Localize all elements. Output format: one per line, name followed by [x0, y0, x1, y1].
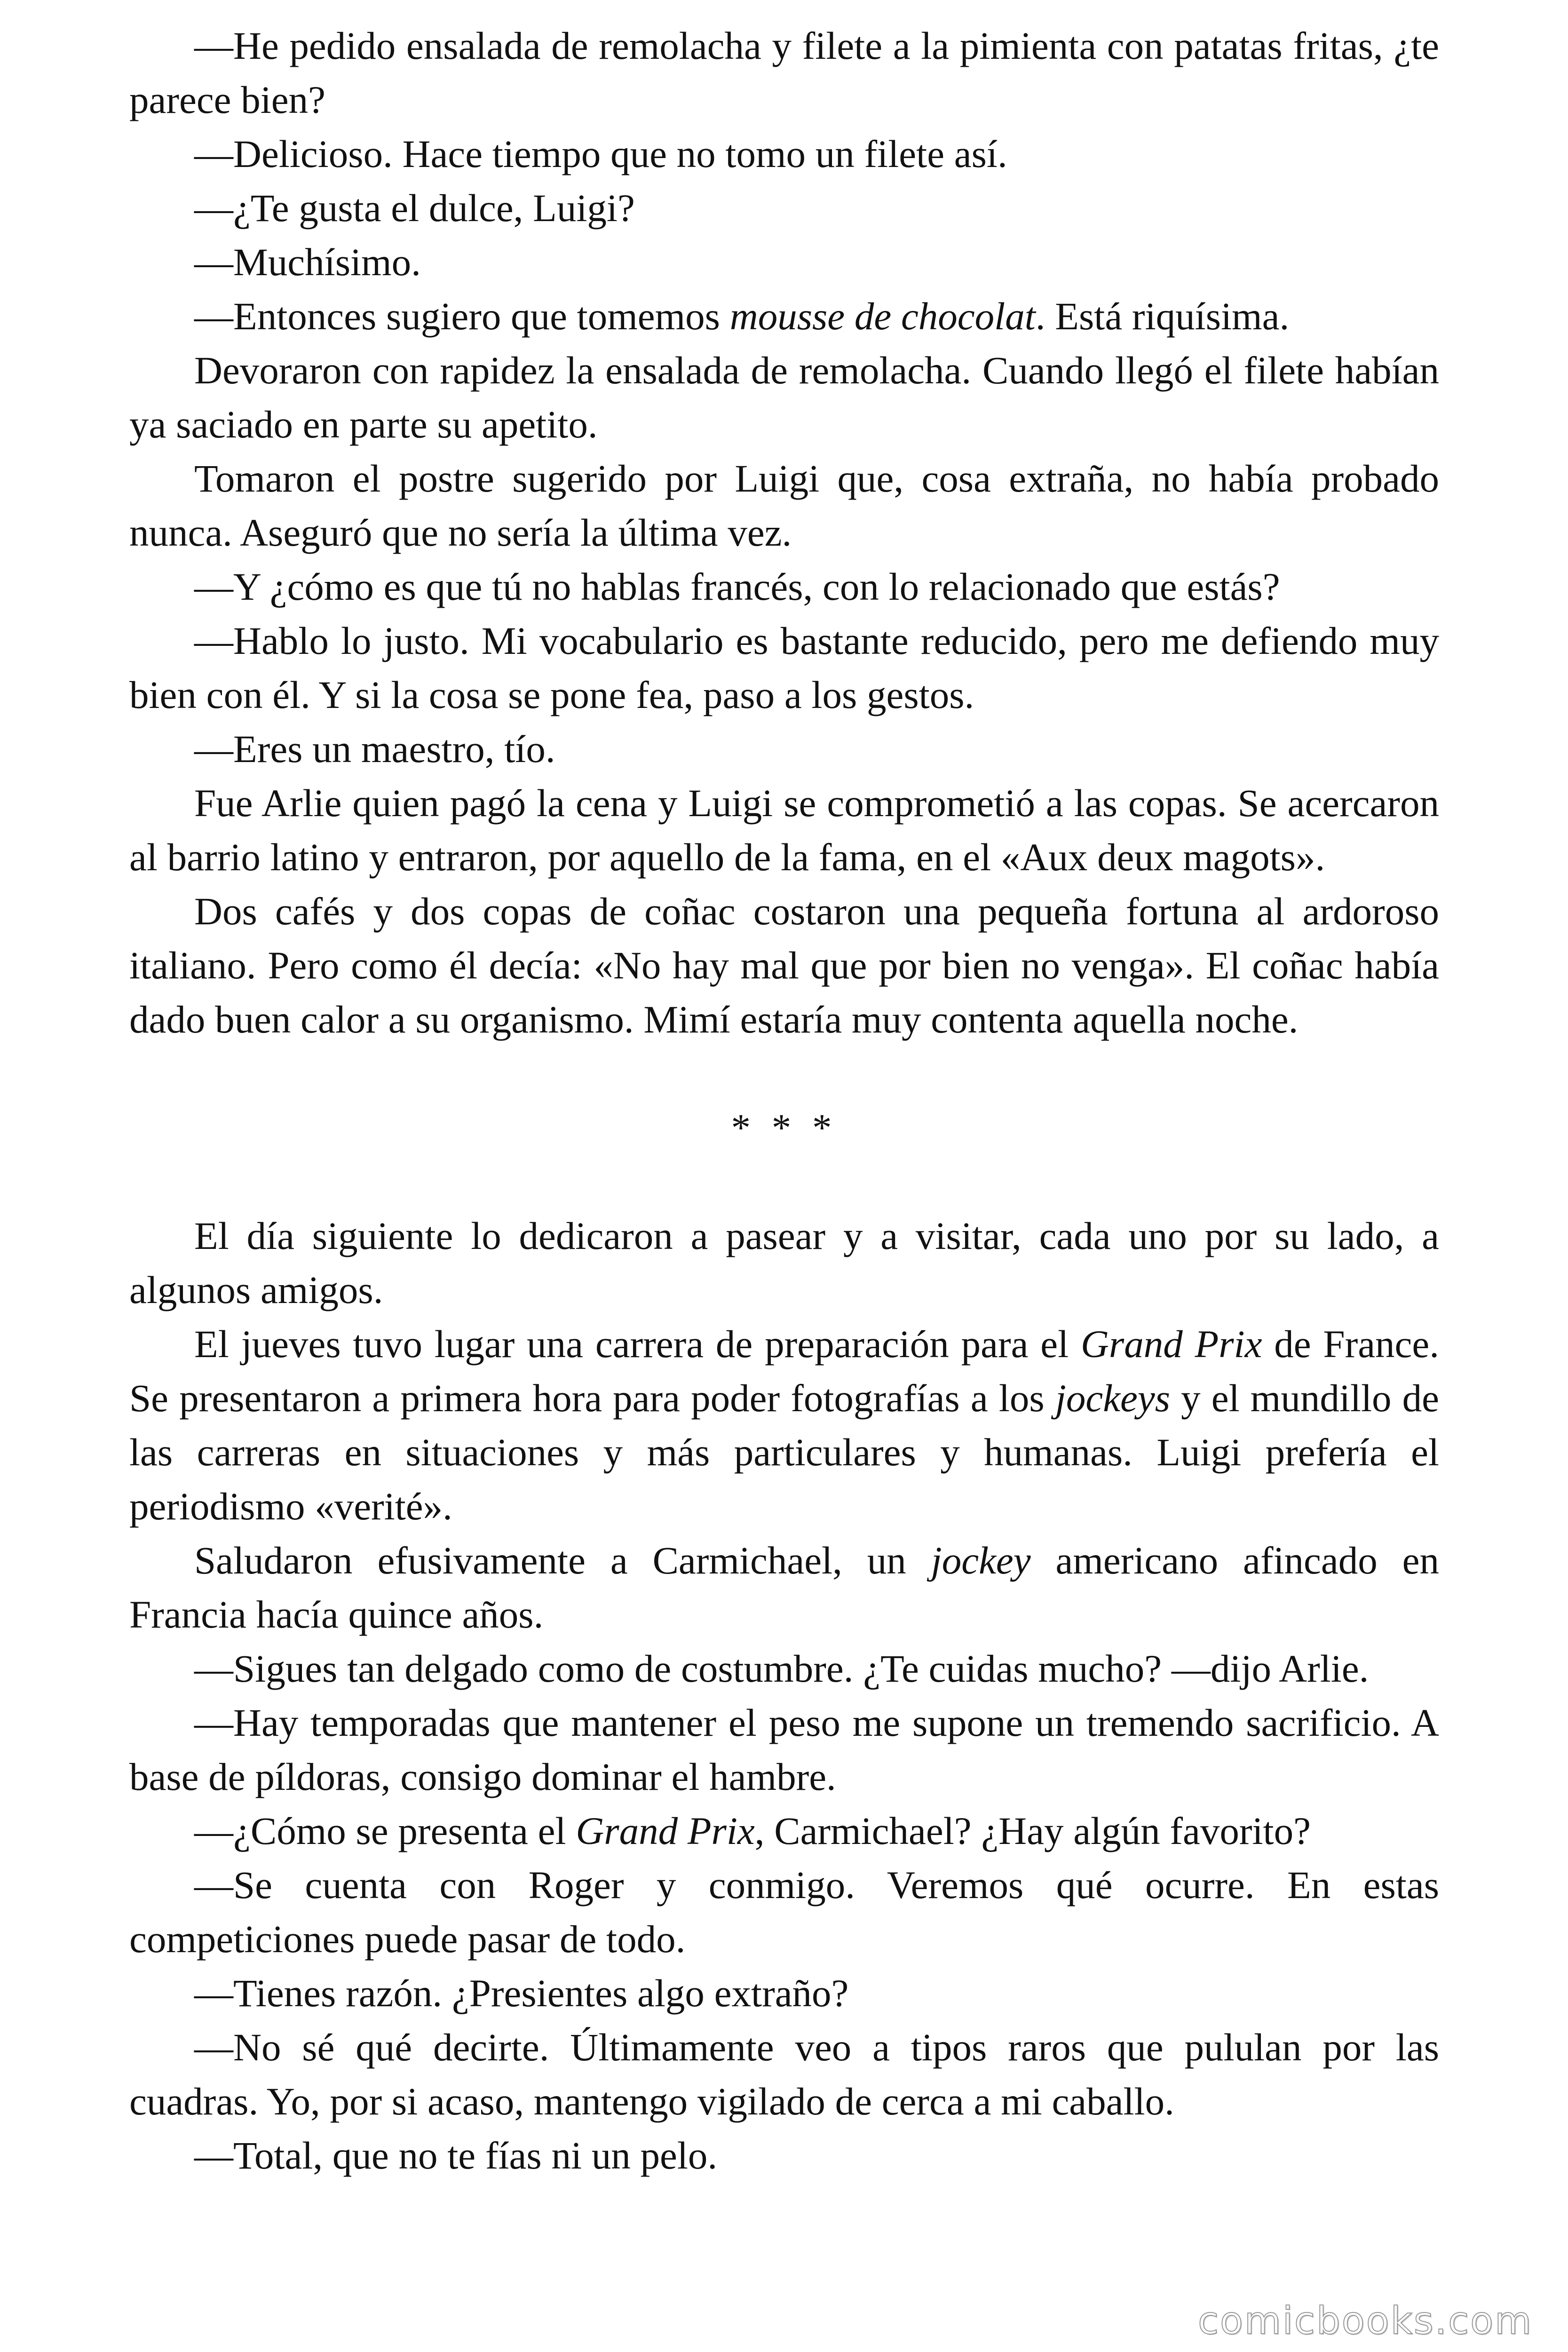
paragraph [129, 1534, 1439, 1642]
paragraph: Fue Arlie quien pagó la cena y Luigi se comprometió a las copas. Se acercaron al barrio latino y entraron, por aquello de la fama, en el «Aux deux magots». [129, 781, 1439, 879]
paragraph: —Tienes razón. ¿Presientes algo extraño? [194, 1971, 849, 2015]
paragraph: —Y ¿cómo es que tú no hablas francés, con lo relacionado que estás? [194, 565, 1280, 608]
text-run: . Está riquísima. [1035, 294, 1290, 338]
paragraph: —He pedido ensalada de remolacha y filete a la pimienta con patatas fritas, ¿te parece bien? [129, 24, 1439, 121]
italic-phrase: jockey [931, 1539, 1031, 1582]
watermark: comicbooks.com [1197, 2299, 1533, 2343]
paragraph: —Se cuenta con Roger y conmigo. Veremos qué ocurre. En estas competiciones puede pasar de todo. [129, 1863, 1439, 1961]
text-run: y el mundillo de las carreras en situaciones y más particulares y humanas. Luigi prefería el periodismo «verité». [129, 1376, 1439, 1528]
italic-phrase: Grand Prix [576, 1809, 755, 1852]
paragraph: —Hay temporadas que mantener el peso me supone un tremendo sacrificio. A base de píldoras, consigo dominar el hambre. [129, 1701, 1439, 1798]
text-run: de France. Se presentaron a primera hora para poder fotografías a los [129, 1322, 1439, 1420]
paragraph: —Total, que no te fías ni un pelo. [194, 2134, 718, 2177]
text-run: Saludaron efusivamente a Carmichael, un [194, 1539, 931, 1582]
paragraph: —Sigues tan delgado como de costumbre. ¿Te cuidas mucho? —dijo Arlie. [194, 1647, 1369, 1690]
text-run: , Carmichael? ¿Hay algún favorito? [754, 1809, 1311, 1852]
section-separator: * * * [731, 1106, 838, 1149]
italic-phrase: Grand Prix [1080, 1322, 1262, 1366]
paragraph: Dos cafés y dos copas de coñac costaron una pequeña fortuna al ardoroso italiano. Pero como él decía: «No hay mal que por bien no venga». El coñac había dado buen calor a su organismo. Mimí estaría muy contenta aquella noche. [129, 890, 1439, 1041]
italic-phrase: mousse de chocolat [729, 294, 1036, 338]
paragraph: —¿Te gusta el dulce, Luigi? [194, 186, 635, 230]
paragraph: —No sé qué decirte. Últimamente veo a tipos raros que pululan por las cuadras. Yo, por si acaso, mantengo vigilado de cerca a mi caballo. [129, 2026, 1439, 2123]
book-page [129, 19, 1439, 2183]
text-run: —Entonces sugiero que tomemos [194, 294, 730, 338]
paragraph: —Hablo lo justo. Mi vocabulario es bastante reducido, pero me defiendo muy bien con él. Y si la cosa se pone fea, paso a los gestos. [129, 619, 1439, 716]
paragraph: El día siguiente lo dedicaron a pasear y a visitar, cada uno por su lado, a algunos amigos. [129, 1214, 1439, 1311]
paragraph: —Delicioso. Hace tiempo que no tomo un filete así. [194, 132, 1007, 175]
paragraph: —Eres un maestro, tío. [194, 727, 555, 771]
text-run: americano afincado en Francia hacía quince años. [129, 1539, 1439, 1636]
paragraph [129, 1804, 1439, 1858]
text-run: El jueves tuvo lugar una carrera de preparación para el [194, 1322, 1081, 1366]
paragraph: —Muchísimo. [194, 240, 421, 284]
paragraph: Devoraron con rapidez la ensalada de remolacha. Cuando llegó el filete habían ya saciado en parte su apetito. [129, 349, 1439, 446]
text-run: —¿Cómo se presenta el [194, 1809, 576, 1852]
italic-phrase: jockeys [1055, 1376, 1171, 1420]
paragraph [129, 289, 1439, 343]
paragraph: Tomaron el postre sugerido por Luigi que, cosa extraña, no había probado nunca. Aseguró que no sería la última vez. [129, 457, 1439, 554]
paragraph [129, 1317, 1439, 1534]
